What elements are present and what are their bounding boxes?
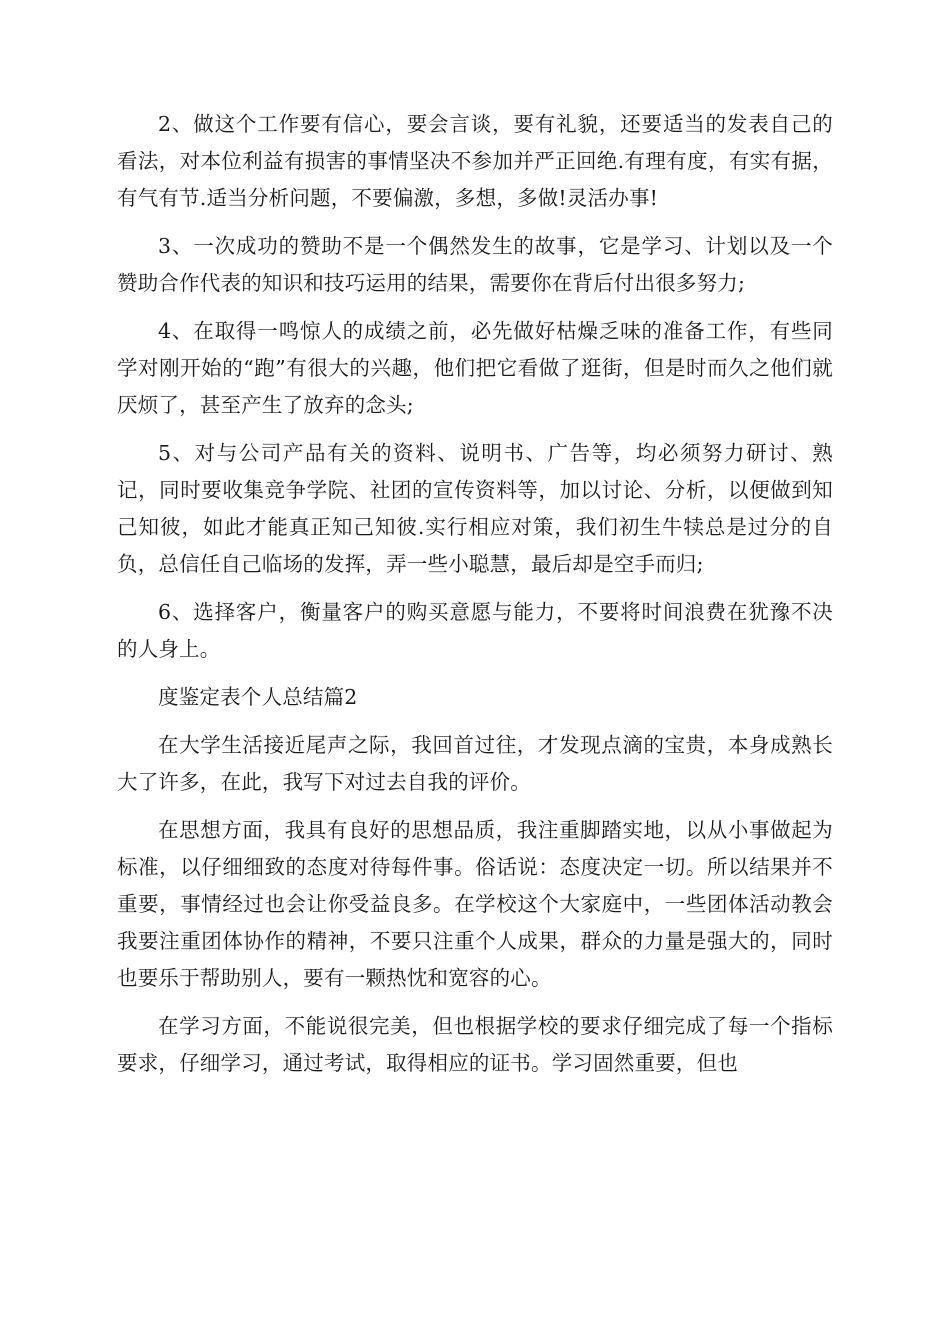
document-body: [117, 106, 833, 1093]
paragraph-thought: 在思想方面，我具有良好的思想品质，我注重脚踏实地，以从小事做起为标准，以仔细细致的态度对待每件事。俗话说：态度决定一切。所以结果并不重要，事情经过也会让你受益良多。在学校这个大家庭中，一些团体活动教会我要注重团体协作的精神，不要只注重个人成果，群众的力量是强大的，同时也要乐于帮助别人，要有一颗热忱和宽容的心。: [117, 818, 833, 990]
paragraph-study: 在学习方面，不能说很完美，但也根据学校的要求仔细完成了每一个指标要求，仔细学习，通过考试，取得相应的证书。学习固然重要，但也: [117, 1014, 833, 1075]
section-heading: 度鉴定表个人总结篇2: [158, 685, 358, 709]
paragraph-item-6: 6、选择客户，衡量客户的购买意愿与能力，不要将时间浪费在犹豫不决的人身上。: [117, 600, 833, 661]
paragraph-item-2: 2、做这个工作要有信心，要会言谈，要有礼貌，还要适当的发表自己的看法，对本位利益有损害的事情坚决不参加并严正回绝.有理有度，有实有据，有气有节.适当分析问题，不要偏激，多想，多做!灵活办事!: [117, 112, 833, 210]
paragraph-item-3: 3、一次成功的赞助不是一个偶然发生的故事，它是学习、计划以及一个赞助合作代表的知识和技巧运用的结果，需要你在背后付出很多努力;: [117, 234, 833, 295]
paragraph-item-4: 4、在取得一鸣惊人的成绩之前，必先做好枯燥乏味的准备工作，有些同学对刚开始的“跑”有很大的兴趣，他们把它看做了逛街，但是时而久之他们就厌烦了，甚至产生了放弃的念头;: [117, 319, 833, 417]
paragraph-intro: 在大学生活接近尾声之际，我回首过往，才发现点滴的宝贵，本身成熟长大了许多，在此，我写下对过去自我的评价。: [117, 733, 833, 794]
paragraph-item-5: 5、对与公司产品有关的资料、说明书、广告等，均必须努力研讨、熟记，同时要收集竞争学院、社团的宣传资料等，加以讨论、分析，以便做到知己知彼，如此才能真正知己知彼.实行相应对策，我们初生牛犊总是过分的自负，总信任自己临场的发挥，弄一些小聪慧，最后却是空手而归;: [117, 441, 833, 576]
